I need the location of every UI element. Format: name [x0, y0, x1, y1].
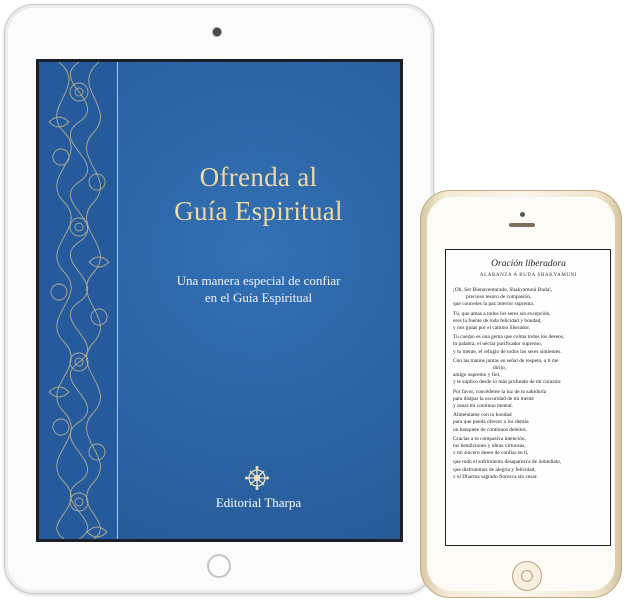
cover-subtitle-line-2: en el Guía Espiritual: [204, 290, 313, 305]
prayer-line: tu palabra, el néctar purificador supremo,: [453, 341, 543, 348]
prayer-line: que concedes la paz interior suprema.: [453, 301, 535, 308]
phone-screen[interactable]: [445, 249, 611, 546]
prayer-line: Con las manos juntas en señal de respeto, a ti me: [453, 357, 559, 364]
cover-title-line-1: Ofrenda al: [199, 162, 318, 192]
prayer-line: precioso tesoro de compasión,: [466, 294, 532, 301]
prayer-line: eres la fuente de toda felicidad y bondad,: [453, 317, 542, 324]
prayer-line: Gracias a tu compasiva intención,: [453, 435, 526, 442]
tablet-device: [4, 4, 434, 594]
prayer-line: y el Dharma sagrado florezca sin cesar.: [453, 473, 538, 480]
prayer-line: y te suplico desde lo más profundo de mi corazón:: [453, 379, 562, 386]
cover-title-line-2: Guía Espiritual: [174, 196, 343, 226]
prayer-line: tus bendiciones y obras virtuosas,: [453, 443, 526, 450]
prayer-line: Tu cuerpo es una gema que colma todos los deseos,: [453, 334, 565, 341]
cover-subtitle-line-1: Una manera especial de confiar: [176, 273, 341, 288]
prayer-title: Oración liberadora: [491, 259, 566, 269]
prayer-subtitle: ALABANZA A BUDA SHAKYAMUNI: [479, 273, 578, 278]
front-camera: [212, 27, 222, 37]
prayer-line: Aliméntame con tu bondad: [453, 412, 512, 419]
phone-device: [420, 190, 622, 598]
front-camera: [520, 212, 525, 217]
tablet-screen: [36, 59, 403, 542]
prayer-line: ¡Oh, Ser Bienaventurado, Shakyamuni Buda!,: [453, 287, 553, 293]
prayer-line: que disfrutemos de alegría y felicidad,: [453, 466, 536, 473]
prayer-line: Por favor, concédeme la luz de tu sabiduría: [453, 388, 547, 395]
prayer-line: dirijo,: [493, 365, 507, 372]
prayer-line: y mi sincero deseo de confiar en ti,: [453, 450, 529, 457]
phone-face: [427, 197, 615, 591]
earpiece-speaker: [509, 223, 535, 227]
prayer-line: y sanar mi continuo mental.: [453, 403, 514, 410]
prayer-line: para disipar la oscuridad de mi mente: [453, 395, 534, 402]
ornament-border: [39, 62, 118, 539]
home-button-ring: [521, 570, 533, 582]
prayer-line: y nos guías por el camino liberador.: [453, 325, 531, 332]
prayer-line: un banquete de continuos deleites.: [453, 426, 528, 433]
prayer-line: que todo el sufrimiento desaparezca de inmediato,: [453, 459, 562, 466]
publisher-name: Editorial Tharpa: [215, 495, 302, 510]
dharma-wheel-icon: [244, 465, 270, 491]
cover-subtitle: [127, 272, 390, 306]
prayer-line: y tu mente, el refugio de todos los seres sintientes.: [453, 348, 562, 355]
cover-title: [127, 160, 390, 228]
prayer-line: Tú, que amas a todos los seres sin excepción,: [453, 310, 551, 317]
prayer-line: para que pueda ofrecer a los demás: [453, 419, 529, 426]
prayer-line: amigo supremo y fiel,: [453, 372, 501, 379]
tablet-home-button[interactable]: [207, 554, 231, 578]
phone-home-button[interactable]: [512, 561, 542, 591]
book-cover[interactable]: [39, 62, 400, 539]
